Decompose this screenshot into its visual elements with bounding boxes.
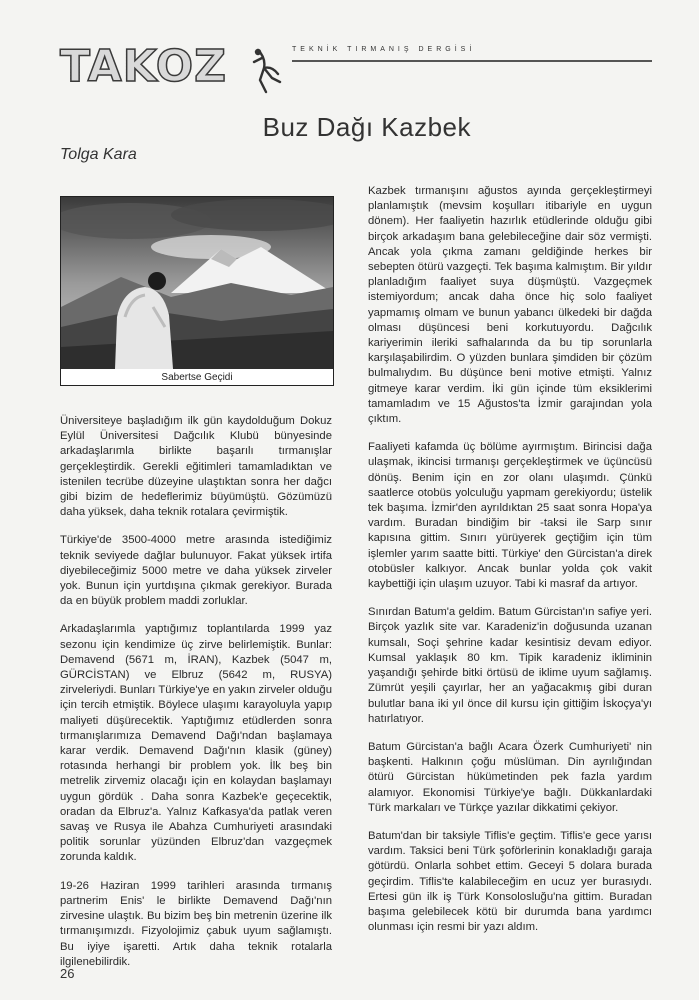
paragraph: Sınırdan Batum'a geldim. Batum Gürcistan'ın safiye yeri. Birçok yazlık site var. Karadeniz'in doğusunda uzanan kumsalı, Soçi şehrine kadar kesintisiz devam ediyor. Kumsal yaklaşık 80 km. Tipik karadeniz ikliminin yaşandığı şehirde bitki örtüsü de iklime uyum sağlamış. Zümrüt yeşili çayırlar, her an yağacakmış gibi duran bulutlar bana iki yıl önce dil kursu için gittiğim İskoçya'yı hatırlatıyor. [368, 606, 652, 725]
climber-icon [252, 48, 286, 94]
article-title: Buz Dağı Kazbek [262, 112, 471, 142]
paragraph: 19-26 Haziran 1999 tarihleri arasında tırmanış partnerim Enis' le birlikte Demavend Dağı'nın zirvesine ulaştık. Bu bizim beş bin metrenin üzerine ilk tırmanışımızdı. Fizyolojimiz çabuk uyum sağlamıştı. Bu iyiye işaretti. Artık daha teknik rotalarla ilgilenebilirdik. [60, 879, 332, 968]
photo-caption: Sabertse Geçidi [161, 372, 233, 383]
magazine-logo: TAKOZ [60, 41, 228, 92]
paragraph: Üniversiteye başladığım ilk gün kaydolduğum Dokuz Eylül Üniversitesi Dağcılık Klubü bünyesinde arkadaşlarımla birlikte başarılı tırmanışlar gerçekleştirdik. Gerekli eğitimleri tamamladıktan ve istenilen tecrübe düzeyine ulaştıktan sonra her dağcı gibi bizim de hedeflerimiz büyümüştü. Gözümüzü daha yüksek, daha teknik rotalara çevirmiştik. [60, 415, 332, 519]
header-rule [292, 60, 652, 62]
paragraph: Faaliyeti kafamda üç bölüme ayırmıştım. Birincisi dağa ulaşmak, ikincisi tırmanışı gerçekleştirmek ve üçüncüsü dönüş. Benim için en zor olanı ulaşımdı. Çünkü saatlerce otobüs yolculuğu yapmam gerekiyordu; üstelik tek başıma. İzmir'den ayrıldıktan 25 saat sonra Hopa'ya vardım. Buradan bindiğim bir -taksi ile Sarp sınır kapısına gittim. Sınırı yürüyerek geçtiğim için tüm işlemler yarım saatte bitti. Türkiye' den Gürcistan'a direk otobüsler kalkıyor. Ancak bunlar yolda çok vakit kaybettiği için ulaşım uzuyor. Tabi ki masraf da artıyor. [368, 441, 652, 591]
paragraph: Arkadaşlarımla yaptığımız toplantılarda 1999 yaz sezonu için kendimize üç zirve belirlemiştik. Bunlar: Demavend (5671 m, İRAN), Kazbek (5047 m, GÜRCİSTAN) ve Elbruz (5642 m, RUSYA) zirveleriydi. Bunları Türkiye'ye en yakın zirveler olduğu için tercih etmiştik. Böylece ulaşımı karayoluyla yapıp maliyeti düşürecektik. Yaptığımız etüdlerden sonra tırmanışlarımıza Demavend Dağı'ndan başlamaya karar verdik. Demavend Dağı'nın klasik (güney) rotasında herhangi bir problem yok. İlk beş bin metrelik zirvemiz olacağı için en kolaydan başlamayı uygun gördük . Daha sonra Kazbek'e geçecektik, oradan da Elbruz'a. Yalnız Kafkasya'da patlak veren savaş ve Rusya ile Abahza Cumhuriyeti arasındaki politik sorunlar yüzünden Elbruz'dan vazgeçmek zorunda kaldık. [60, 623, 332, 864]
paragraph: Kazbek tırmanışını ağustos ayında gerçekleştirmeyi planlamıştık (mevsim koşulları itibariyle en uygun dönem). Her faaliyetin hazırlık etüdlerinde olduğu gibi birçok arkadaşım bana gelebileceğine dair söz vermişti. Ancak yola çıkma zamanı geldiğinde herkes bir sebepten ötürü vazgeçti. Tek başıma kalmıştım. Bir yıldır planladığım faaliyet suya düşmüştü. Vazgeçmek istemiyordum; ancak daha önce hiç solo faaliyet yapmamış olmam ve bunun yabancı ülkedeki bir dağda olması düşüncesi beni korkutuyordu. Dağcılık kariyerimin ileriki safhalarında da bu tip sorunlarla karşılaşabilirdim. O yüzden bunlara şimdiden bir çözüm bulmalıydım. Bu düşünce beni motive etmişti. Yalnız gitmeye karar verdim. İki gün içinde tüm eksiklerimi tamamladım ve 15 Ağustos'ta İzmir garajından yola çıktım. [368, 185, 652, 426]
magazine-header [60, 40, 650, 100]
article-photo [60, 196, 334, 386]
article-author: Tolga Kara [60, 146, 137, 163]
mountain-photo [61, 197, 333, 369]
paragraph: Batum'dan bir taksiyle Tiflis'e geçtim. Tiflis'e gece yarısı vardım. Taksici beni Türk şoförlerinin konakladığı garaja götürdü. Onlarla sohbet ettim. Geceyi 5 dolara burada geçirdim. Tiflis'te kalabileceğim en ucuz yer burasıydı. Ertesi gün ilk iş Türk Konsolosluğu'na gittim. Buradan başıma gelebilecek kötü bir durumda bana yardımcı olunması için resmi bir yazı aldım. [368, 829, 652, 934]
paragraph: Türkiye'de 3500-4000 metre arasında istediğimiz teknik seviyede dağlar bulunuyor. Fakat yüksek irtifa diyebileceğimiz 5000 metre ve daha yüksek zirveler yok. Bunun için yurtdışına çıkmak gerekiyor. Burada da en büyük problem maddi zorluklar. [60, 534, 332, 608]
right-column [368, 184, 652, 948]
left-column [60, 414, 332, 983]
page-number: 26 [60, 966, 75, 981]
magazine-subtitle: TEKNİK TIRMANIŞ DERGİSİ [292, 46, 476, 53]
paragraph: Batum Gürcistan'a bağlı Acara Özerk Cumhuriyeti' nin başkenti. Halkının çoğu müslüman. Din ayrılığından ötürü Gürcistan hükümetinden pek fazla yardım alamıyor. Ekonomisi Türkiye'ye bağlı. Dükkanlardaki Türk markaları ve Türkçe yazılar dikkatimi çekiyor. [368, 740, 652, 814]
